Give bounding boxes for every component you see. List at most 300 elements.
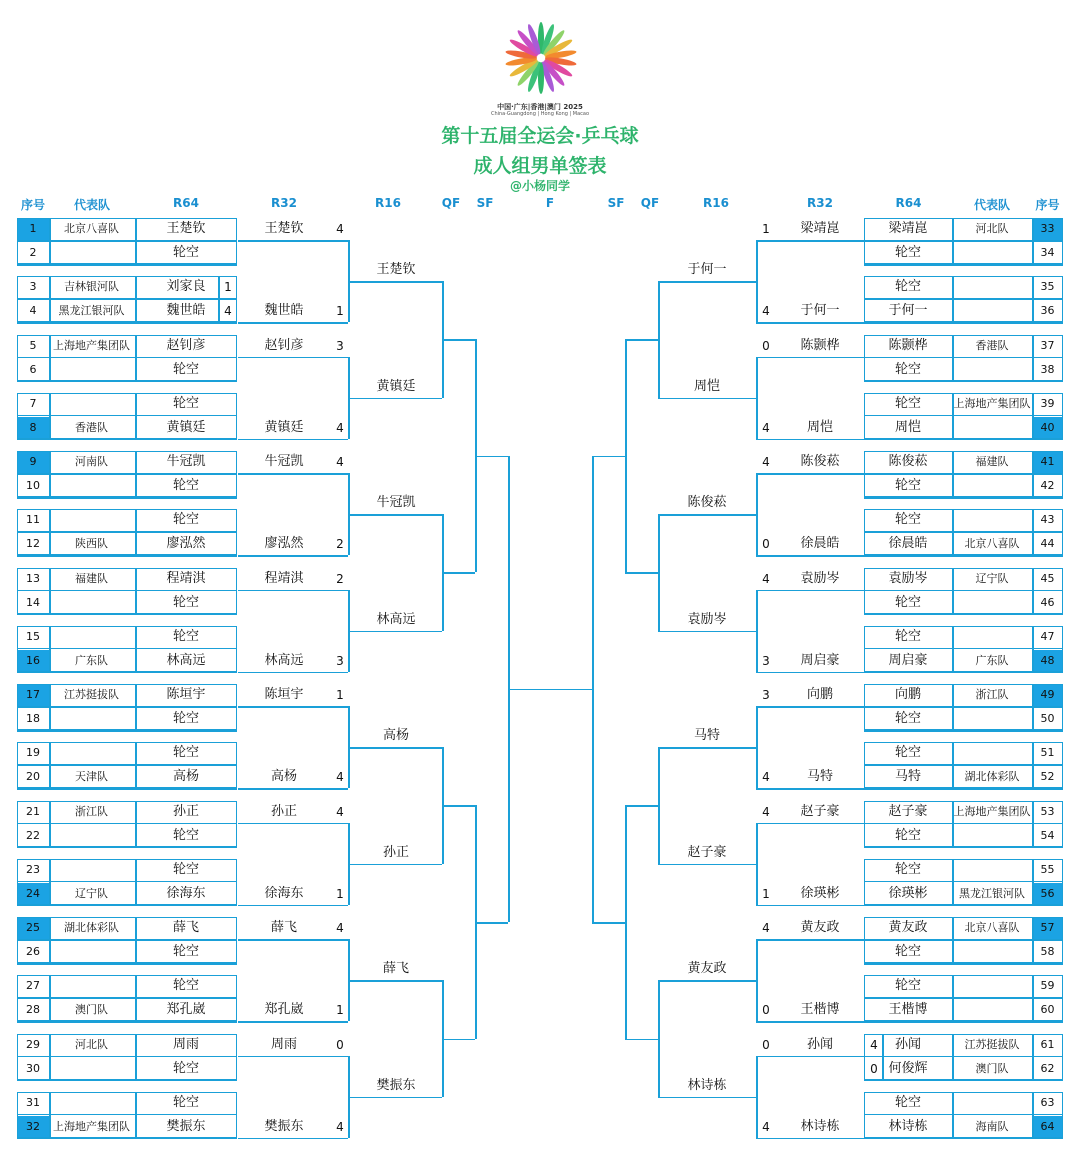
seed-number: 1 (17, 218, 49, 240)
player-name-r64: 黄镇廷 (166, 419, 206, 435)
seed-number: 7 (29, 396, 37, 410)
bracket-line (475, 456, 508, 458)
bracket-line (17, 614, 237, 616)
player-name-r64: 王楷博 (888, 1002, 928, 1018)
bracket-line (864, 905, 1063, 907)
bracket-line (625, 805, 627, 1038)
logo-caption: 中国·广东|香港|澳门 2025 (497, 103, 583, 111)
player-name-r32: 赵子豪 (800, 803, 840, 819)
player-name-r64: 轮空 (894, 978, 921, 994)
player-name-r64: 轮空 (172, 827, 199, 843)
header-r32-left: R32 (271, 196, 297, 210)
bracket-line (952, 1034, 954, 1080)
header-qf-right: QF (640, 196, 660, 210)
bracket-line (1032, 509, 1034, 555)
player-name-r32: 于何一 (800, 303, 840, 318)
header-r64-left: R64 (173, 196, 199, 210)
seed-number: 63 (1040, 1095, 1055, 1109)
team-name: 天津队 (75, 770, 108, 784)
player-name-r64: 轮空 (894, 245, 921, 260)
r32-score: 2 (336, 537, 344, 552)
bracket-line (756, 357, 864, 359)
seed-number: 14 (26, 595, 40, 609)
player-name-r64: 轮空 (894, 944, 921, 960)
player-name-r32: 陈颢桦 (800, 337, 840, 353)
player-name-r16: 林诗栋 (687, 1077, 727, 1093)
seed-number: 17 (17, 684, 49, 706)
player-name-r32: 陈垣宇 (264, 687, 304, 703)
bracket-line (756, 1056, 758, 1138)
bracket-line (350, 864, 442, 866)
bracket-line (17, 905, 237, 907)
player-name-r64: 黄友政 (888, 920, 928, 936)
bracket-line (238, 939, 348, 941)
r32-score: 4 (762, 1119, 770, 1134)
player-name-r64: 高杨 (172, 769, 199, 785)
player-name-r32: 王楷博 (800, 1002, 840, 1018)
bracket-line (756, 590, 864, 592)
bracket-line (952, 801, 954, 847)
seed-number: 43 (1040, 513, 1055, 527)
player-name-r64: 轮空 (894, 395, 921, 411)
seed-number: 51 (1040, 746, 1055, 760)
player-name-r64: 于何一 (888, 303, 928, 318)
r32-score: 4 (336, 804, 344, 819)
player-name-r64: 陈俊菘 (888, 454, 928, 470)
bracket-line (864, 614, 1063, 616)
bracket-line (864, 672, 1063, 674)
r32-score: 0 (762, 1037, 770, 1052)
team-name: 福建队 (75, 571, 108, 585)
r32-score: 3 (762, 653, 770, 668)
header-r32-right: R32 (807, 196, 833, 210)
team-name: 辽宁队 (975, 571, 1009, 585)
player-name-r32: 袁励岑 (800, 570, 840, 586)
player-name-r16: 赵子豪 (687, 844, 727, 860)
bracket-line (658, 980, 660, 1097)
player-name-r32: 孙正 (270, 803, 297, 819)
bracket-line (1032, 568, 1034, 614)
player-name-r32: 马特 (806, 769, 833, 785)
player-name-r16: 黄镇廷 (376, 378, 416, 394)
bracket-line (625, 805, 658, 807)
bracket-line (350, 281, 442, 283)
player-name-r32: 王楚钦 (264, 221, 304, 236)
team-name: 黑龙江银河队 (959, 886, 1025, 900)
bracket-line (952, 393, 954, 439)
bracket-line (135, 1092, 137, 1138)
bracket-line (238, 823, 348, 825)
bracket-line (135, 276, 137, 322)
r32-score: 4 (336, 420, 344, 435)
seed-number: 2 (29, 246, 37, 259)
player-name-r16: 王楚钦 (376, 262, 416, 277)
bracket-line (17, 672, 237, 674)
seed-number: 11 (26, 513, 40, 527)
seed-number: 23 (26, 862, 40, 876)
r32-score: 4 (762, 770, 770, 785)
bracket-line (756, 590, 758, 672)
seed-number: 46 (1040, 595, 1055, 609)
bracket-line (658, 281, 756, 283)
team-name: 湖北体彩队 (964, 770, 1020, 784)
bracket-line (17, 322, 237, 324)
bracket-line (135, 509, 137, 555)
bracket-line (864, 439, 1063, 441)
player-name-r64: 轮空 (894, 1094, 921, 1110)
player-name-r32: 林诗栋 (800, 1118, 840, 1134)
team-name: 江苏挺拔队 (64, 688, 119, 702)
bracket-line (952, 218, 954, 264)
bracket-line (658, 398, 756, 400)
seed-number: 5 (29, 338, 37, 352)
bracket-line (238, 590, 348, 592)
bracket-line (658, 631, 756, 633)
player-name-r32: 梁靖崑 (800, 221, 840, 236)
bracket-line (17, 439, 237, 441)
bracket-line (49, 218, 51, 264)
r32-score: 1 (336, 1003, 344, 1018)
player-name-r64: 轮空 (172, 628, 199, 644)
header-r16-right: R16 (703, 196, 729, 210)
bracket-line (350, 1097, 442, 1099)
player-name-r16: 马特 (693, 728, 720, 744)
seed-number: 55 (1040, 862, 1055, 876)
player-name-r64: 何俊辉 (888, 1060, 928, 1076)
team-name: 上海地产集团队 (953, 396, 1031, 410)
r32-score: 1 (336, 688, 344, 703)
bracket-line (238, 788, 348, 790)
r32-score: 4 (336, 770, 344, 785)
team-name: 浙江队 (975, 688, 1009, 702)
bracket-line (442, 1039, 475, 1041)
seed-number: 12 (26, 537, 40, 551)
player-name-r16: 薛飞 (382, 961, 409, 977)
team-name: 广东队 (975, 653, 1009, 667)
player-name-r64: 周启豪 (888, 652, 928, 668)
bracket-line (135, 917, 137, 963)
player-name-r64: 轮空 (894, 711, 921, 727)
bracket-line (17, 847, 237, 849)
bracket-line (882, 1034, 884, 1080)
seed-number: 45 (1040, 571, 1055, 585)
bracket-line (756, 473, 864, 475)
bracket-line (1032, 626, 1034, 672)
bracket-line (17, 1021, 237, 1023)
player-name-r32: 薛飞 (270, 920, 297, 936)
bracket-line (756, 823, 758, 905)
bracket-line (658, 514, 660, 631)
player-name-r64: 马特 (894, 769, 921, 785)
seed-number: 60 (1040, 1003, 1055, 1017)
bracket-line (952, 859, 954, 905)
team-name: 湖北体彩队 (64, 921, 119, 935)
seed-number: 9 (17, 451, 49, 473)
seed-number: 40 (1032, 417, 1063, 439)
r32-score: 0 (762, 338, 770, 353)
page-subtitle: 成人组男单签表 (473, 155, 607, 177)
bracket-line (756, 240, 864, 242)
seed-number: 19 (26, 746, 40, 760)
seed-number: 41 (1032, 451, 1063, 473)
bracket-line (49, 509, 51, 555)
r32-score: 0 (336, 1037, 344, 1052)
team-name: 香港队 (75, 420, 108, 434)
player-name-r64: 赵子豪 (888, 803, 928, 819)
team-name: 上海地产集团队 (953, 804, 1031, 818)
player-name-r32: 向鹏 (806, 687, 833, 703)
player-name-r64: 轮空 (894, 279, 921, 294)
r32-score: 1 (336, 886, 344, 901)
bracket-line (756, 240, 758, 322)
bracket-line (658, 864, 756, 866)
player-name-r32: 廖泓然 (264, 536, 304, 552)
bracket-line (350, 631, 442, 633)
bracket-line (864, 1080, 1063, 1082)
r64-score: 1 (224, 280, 232, 294)
bracket-line (135, 626, 137, 672)
player-name-r64: 徐瑛彬 (888, 885, 928, 901)
bracket-line (952, 975, 954, 1021)
seed-number: 24 (17, 883, 49, 905)
seed-number: 3 (29, 280, 37, 293)
seed-number: 28 (26, 1003, 40, 1017)
seed-number: 16 (17, 650, 49, 672)
header-qf-left: QF (441, 196, 461, 210)
team-name: 北京八喜队 (964, 921, 1020, 935)
player-name-r32: 徐瑛彬 (800, 885, 840, 901)
bracket-line (49, 335, 51, 381)
seed-number: 25 (17, 917, 49, 939)
team-name: 浙江队 (75, 804, 108, 818)
player-name-r16: 黄友政 (687, 961, 727, 977)
bracket-line (238, 1138, 348, 1140)
player-name-r16: 于何一 (687, 262, 727, 277)
bracket-line (442, 572, 475, 574)
player-name-r16: 陈俊菘 (687, 495, 727, 511)
bracket-line (350, 514, 442, 516)
seed-number: 56 (1032, 883, 1063, 905)
seed-number: 30 (26, 1061, 40, 1075)
r64-score: 4 (224, 304, 232, 318)
seed-number: 26 (26, 945, 40, 959)
player-name-r16: 牛冠凯 (376, 495, 416, 511)
player-name-r32: 高杨 (270, 769, 297, 785)
player-name-r32: 牛冠凯 (264, 454, 304, 470)
bracket-line (952, 276, 954, 322)
bracket-line (49, 801, 51, 847)
r32-score: 4 (336, 921, 344, 936)
r32-score: 2 (336, 571, 344, 586)
bracket-line (238, 473, 348, 475)
bracket-line (135, 1034, 137, 1080)
seed-number: 64 (1032, 1116, 1063, 1138)
bracket-line (135, 684, 137, 730)
seed-number: 6 (29, 362, 37, 376)
team-name: 辽宁队 (75, 886, 108, 900)
seed-number: 57 (1032, 917, 1063, 939)
bracket-line (49, 859, 51, 905)
seed-number: 38 (1040, 362, 1055, 376)
bracket-line (49, 917, 51, 963)
player-name-r16: 周恺 (693, 378, 720, 394)
seed-number: 58 (1040, 945, 1055, 959)
bracket-line (238, 1021, 348, 1023)
seed-number: 10 (26, 479, 40, 493)
r32-score: 4 (336, 222, 344, 236)
player-name-r32: 林高远 (264, 652, 304, 668)
r32-score: 4 (762, 804, 770, 819)
player-name-r64: 向鹏 (894, 687, 921, 703)
bracket-line (238, 322, 348, 324)
logo-subcaption: China·Guangdong | Hong Kong | Macao (490, 111, 590, 117)
player-name-r64: 牛冠凯 (166, 454, 206, 470)
bracket-line (1032, 801, 1034, 847)
seed-number: 15 (26, 629, 40, 643)
bracket-line (135, 975, 137, 1021)
player-name-r32: 周恺 (806, 419, 833, 435)
player-name-r32: 黄镇廷 (264, 419, 304, 435)
team-name: 澳门队 (975, 1061, 1009, 1075)
bracket-line (952, 684, 954, 730)
player-name-r64: 王楚钦 (166, 221, 206, 236)
seed-number: 59 (1040, 979, 1055, 993)
r32-score: 1 (336, 304, 344, 318)
bracket-line (592, 922, 625, 924)
bracket-line (756, 706, 864, 708)
bracket-line (135, 568, 137, 614)
bracket-line (135, 451, 137, 497)
team-name: 北京八喜队 (64, 222, 119, 235)
team-name: 澳门队 (75, 1003, 108, 1017)
bracket-line (17, 381, 237, 383)
header-team-right: 代表队 (973, 198, 1010, 212)
player-name-r64: 薛飞 (172, 920, 199, 936)
bracket-line (756, 939, 758, 1021)
page-title: 第十五届全运会·乒乓球 (441, 125, 639, 147)
player-name-r64: 轮空 (172, 745, 199, 761)
seed-number: 36 (1040, 304, 1055, 317)
player-name-r64: 轮空 (172, 1060, 199, 1076)
team-name: 广东队 (75, 653, 108, 667)
player-name-r32: 徐海东 (264, 885, 304, 901)
seed-number: 50 (1040, 712, 1055, 726)
bracket-line (17, 788, 237, 790)
bracket-line (442, 805, 475, 807)
bracket-line (49, 568, 51, 614)
seed-number: 13 (26, 571, 40, 585)
bracket-line (592, 456, 625, 458)
player-name-r64: 刘家良 (166, 279, 206, 294)
seed-number: 61 (1040, 1037, 1055, 1051)
bracket-line (864, 788, 1063, 790)
bracket-line (658, 281, 660, 398)
seed-number: 21 (26, 804, 40, 818)
bracket-line (238, 357, 348, 359)
player-name-r64: 轮空 (172, 512, 199, 528)
bracket-line (135, 801, 137, 847)
bracket-line (864, 730, 1063, 732)
bracket-line (49, 1092, 51, 1138)
bracket-line (135, 393, 137, 439)
bracket-line (625, 339, 658, 341)
player-name-r64: 轮空 (894, 361, 921, 377)
player-name-r32: 黄友政 (800, 920, 840, 936)
seed-number: 27 (26, 979, 40, 993)
player-name-r64: 梁靖崑 (888, 221, 928, 236)
bracket-line (238, 439, 348, 441)
seed-number: 20 (26, 770, 40, 784)
player-name-r64: 廖泓然 (166, 536, 206, 552)
player-name-r64: 轮空 (894, 628, 921, 644)
player-name-r64: 轮空 (172, 478, 199, 494)
bracket-line (17, 730, 237, 732)
team-name: 陕西队 (75, 537, 108, 551)
team-name: 江苏挺拔队 (964, 1037, 1020, 1051)
bracket-line (540, 689, 594, 691)
bracket-line (1032, 859, 1034, 905)
bracket-line (625, 572, 658, 574)
bracket-line (864, 1138, 1063, 1140)
player-name-r64: 林诗栋 (888, 1118, 928, 1134)
bracket-line (135, 859, 137, 905)
seed-number: 47 (1040, 629, 1055, 643)
bracket-line (952, 742, 954, 788)
bracket-line (952, 451, 954, 497)
player-name-r64: 轮空 (894, 478, 921, 494)
bracket-line (17, 264, 237, 266)
player-name-r64: 郑孔崴 (166, 1002, 206, 1018)
bracket-line (864, 381, 1063, 383)
team-name: 上海地产集团队 (53, 338, 130, 352)
bracket-line (756, 788, 864, 790)
r64-score: 4 (870, 1037, 878, 1052)
r64-score: 0 (870, 1061, 878, 1076)
seed-number: 18 (26, 712, 40, 726)
header-team-left: 代表队 (73, 198, 110, 212)
bracket-line (49, 276, 51, 322)
bracket-line (864, 555, 1063, 557)
bracket-line (864, 497, 1063, 499)
seed-number: 53 (1040, 804, 1055, 818)
bracket-line (1032, 393, 1034, 439)
bracket-line (658, 514, 756, 516)
seed-number: 22 (26, 828, 40, 842)
seed-number: 33 (1032, 218, 1063, 240)
bracket-line (756, 672, 864, 674)
team-name: 河北队 (975, 222, 1009, 235)
team-name: 河南队 (75, 455, 108, 469)
r32-score: 0 (762, 537, 770, 552)
bracket-line (1032, 975, 1034, 1021)
team-name: 黑龙江银河队 (58, 304, 125, 317)
r32-score: 4 (762, 571, 770, 586)
games-logo-icon (500, 22, 582, 104)
bracket-line (135, 335, 137, 381)
bracket-line (952, 509, 954, 555)
bracket-line (864, 1021, 1063, 1023)
player-name-r64: 陈垣宇 (166, 687, 206, 703)
player-name-r32: 魏世皓 (264, 303, 304, 318)
r32-score: 3 (336, 338, 344, 353)
bracket-line (658, 747, 660, 864)
r32-score: 0 (762, 1003, 770, 1018)
header-sf-right: SF (607, 196, 625, 210)
bracket-line (1032, 335, 1034, 381)
player-name-r64: 程靖淇 (166, 570, 206, 586)
seed-number: 48 (1032, 650, 1063, 672)
r32-score: 1 (762, 222, 770, 236)
